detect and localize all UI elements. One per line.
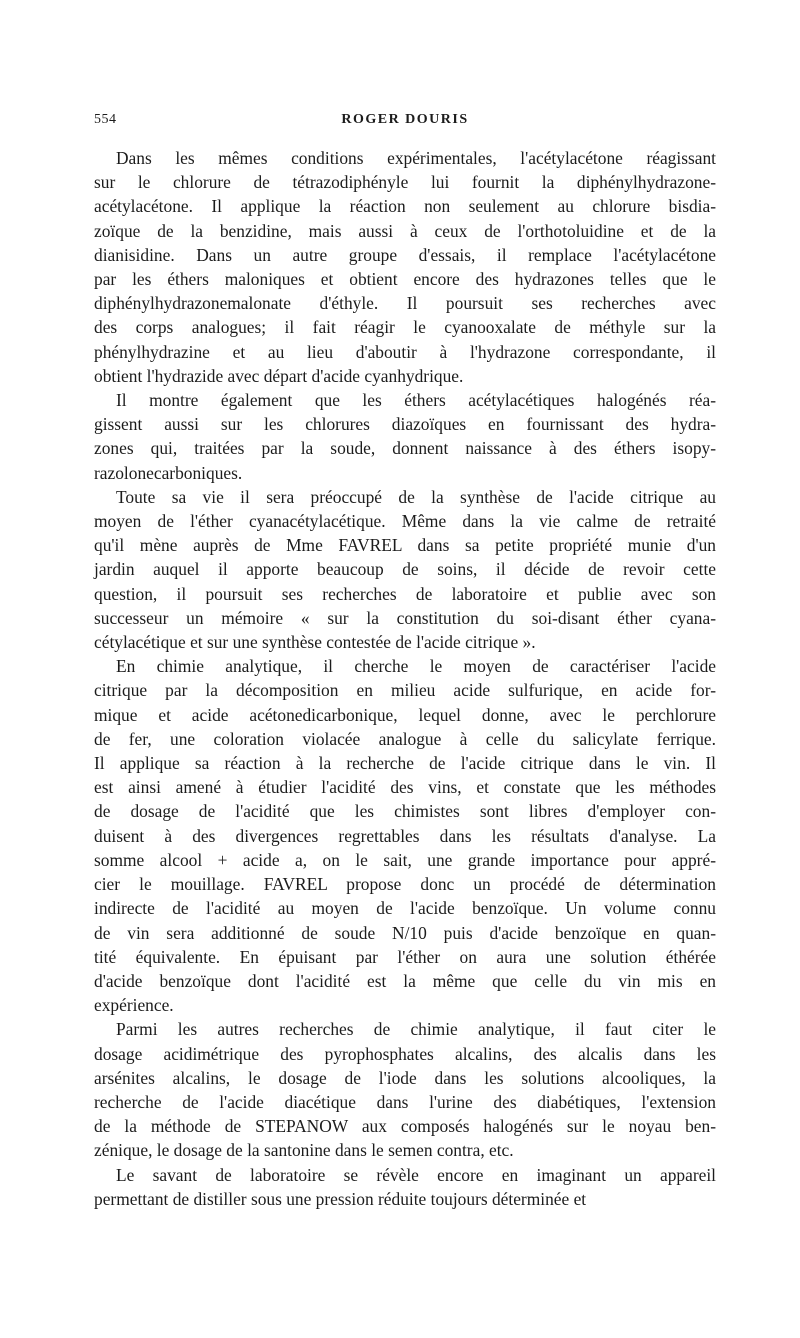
text-line: Il applique sa réaction à la recherche de l'acide citrique dans le vin. Il: [94, 753, 716, 774]
text-line: de fer, une coloration violacée analogue à celle du salicylate ferrique.: [94, 728, 716, 749]
text-line: phénylhydrazine et au lieu d'aboutir à l'hydrazone correspondante, il: [94, 341, 716, 362]
text-line: question, il poursuit ses recherches de laboratoire et publie avec son: [94, 583, 716, 604]
text-line: duisent à des divergences regrettables dans les résultats d'analyse. La: [94, 825, 716, 846]
text-line: indirecte de l'acidité au moyen de l'acide benzoïque. Un volume connu: [94, 898, 716, 919]
text-line: Dans les mêmes conditions expérimentales, l'acétylacétone réagissant: [116, 148, 716, 168]
text-line: acétylacétone. Il applique la réaction non seulement au chlorure bisdia-: [94, 196, 716, 217]
page-number: 554: [94, 112, 117, 127]
text-line: arsénites alcalins, le dosage de l'iode dans les solutions alcooliques, la: [94, 1067, 716, 1088]
text-line: dosage acidimétrique des pyrophosphates alcalins, des alcalis dans les: [94, 1043, 716, 1064]
text-line: obtient l'hydrazide avec départ d'acide cyanhydrique.: [94, 365, 464, 386]
text-line: par les éthers maloniques et obtient encore des hydrazones telles que le: [94, 269, 716, 290]
running-title: ROGER DOURIS: [341, 112, 469, 127]
text-line: d'acide benzoïque dont l'acidité est la même que celle du vin mis en: [94, 970, 716, 991]
text-line: mique et acide acétonedicarbonique, lequel donne, avec le perchlorure: [94, 704, 716, 725]
running-head: [94, 112, 716, 134]
text-line: de la méthode de STEPANOW aux composés halogénés sur le noyau ben-: [94, 1116, 716, 1137]
text-line: est ainsi amené à étudier l'acidité des vins, et constate que les méthodes: [94, 777, 716, 798]
text-line: Il montre également que les éthers acétylacétiques halogénés réa-: [116, 390, 716, 411]
paragraph: [94, 485, 716, 654]
text-line: zoïque de la benzidine, mais aussi à ceux de l'orthotoluidine et de la: [94, 220, 716, 241]
text-line: razolonecarboniques.: [94, 462, 243, 483]
text-line: sur le chlorure de tétrazodiphényle lui fournit la diphénylhydrazone-: [94, 172, 716, 193]
text-line: zénique, le dosage de la santonine dans le semen contra, etc.: [94, 1140, 514, 1161]
paragraph: [94, 146, 716, 388]
paragraph: [94, 1163, 716, 1211]
text-line: des corps analogues; il fait réagir le cyanooxalate de méthyle sur la: [94, 317, 716, 338]
text-line: somme alcool + acide a, on le sait, une grande importance pour appré-: [94, 849, 716, 870]
text-line: Parmi les autres recherches de chimie analytique, il faut citer le: [116, 1019, 716, 1040]
paragraph: [94, 654, 716, 1017]
paragraph: [94, 1017, 716, 1162]
text-line: zones qui, traitées par la soude, donnent naissance à des éthers isopy-: [94, 438, 716, 459]
paragraph: [94, 388, 716, 485]
text-line: Toute sa vie il sera préoccupé de la synthèse de l'acide citrique au: [116, 486, 716, 507]
text-line: moyen de l'éther cyanacétylacétique. Même dans la vie calme de retraité: [94, 511, 716, 532]
text-line: cétylacétique et sur une synthèse contestée de l'acide citrique ».: [94, 632, 536, 653]
text-line: dianisidine. Dans un autre groupe d'essais, il remplace l'acétylacétone: [94, 244, 716, 265]
text-line: jardin auquel il apporte beaucoup de soins, il décide de revoir cette: [94, 559, 716, 580]
text-line: successeur un mémoire « sur la constitution du soi-disant éther cyana-: [94, 607, 716, 628]
text-line: recherche de l'acide diacétique dans l'urine des diabétiques, l'extension: [94, 1091, 716, 1112]
text-line: diphénylhydrazonemalonate d'éthyle. Il poursuit ses recherches avec: [94, 293, 716, 314]
text-line: expérience.: [94, 995, 174, 1016]
text-line: citrique par la décomposition en milieu acide sulfurique, en acide for-: [94, 680, 716, 701]
text-line: En chimie analytique, il cherche le moyen de caractériser l'acide: [116, 656, 716, 677]
text-line: de dosage de l'acidité que les chimistes sont libres d'employer con-: [94, 801, 716, 822]
text-line: tité équivalente. En épuisant par l'éther on aura une solution éthérée: [94, 946, 716, 967]
text-line: qu'il mène auprès de Mme FAVREL dans sa petite propriété munie d'un: [94, 535, 716, 556]
body-text: [94, 146, 716, 1211]
text-line: Le savant de laboratoire se révèle encore en imaginant un appareil: [116, 1164, 716, 1185]
text-line: cier le mouillage. FAVREL propose donc un procédé de détermination: [94, 874, 716, 895]
text-line: de vin sera additionné de soude N/10 puis d'acide benzoïque en quan-: [94, 922, 716, 943]
text-line: gissent aussi sur les chlorures diazoïques en fournissant des hydra-: [94, 414, 716, 435]
text-line: permettant de distiller sous une pression réduite toujours déterminée et: [94, 1188, 587, 1209]
